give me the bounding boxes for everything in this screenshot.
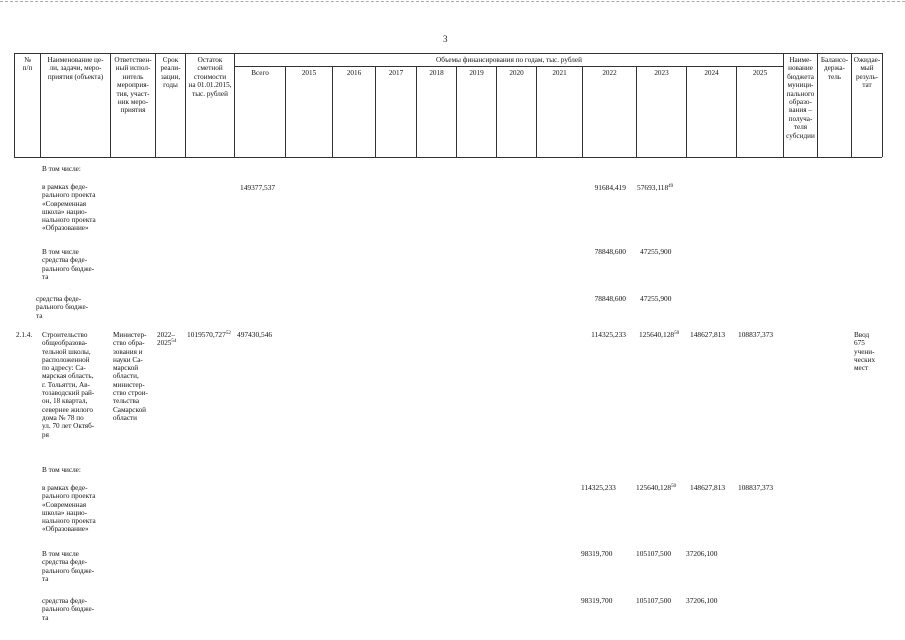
header-year: 2023: [654, 69, 669, 77]
total-value: 497430,546: [237, 330, 273, 339]
col-line: [582, 66, 583, 157]
col-line: [332, 66, 333, 157]
value-2022: 98319,700: [581, 549, 613, 558]
total-value: 149377,537: [240, 183, 276, 192]
row-label: В том числе:: [42, 466, 81, 474]
row-label: В том числе:: [42, 165, 81, 173]
col-line: [375, 66, 376, 157]
value-2022: 114325,233: [581, 483, 616, 492]
header-executor: Ответствен- ный испол- нитель мероприя- тия, участ- ник меро- приятия: [114, 56, 152, 115]
row-label: Строительство общеобразова- тельной школы, расположенной по адресу: Са- марская область, г. Тольятти, Ав- тозаводский рай- он, 18 квартал, севернее жилого дома № 78 по ул. 70 лет Октяб- ря: [42, 331, 95, 439]
header-top-border: [14, 53, 882, 54]
header-remainder: Остаток сметной стоимости на 01.01.2015, тыс. рублей: [188, 56, 232, 98]
value-2023: 125640,128$^{50}$: [639, 330, 680, 339]
header-year: 2015: [301, 69, 317, 77]
header-name: Наименование це- ли, задачи, меро- приятия (объекта): [47, 56, 104, 81]
header-year: 2022: [602, 69, 617, 77]
value-2024: 148627,813: [690, 483, 726, 492]
value-2023: 125640,128$^{50}$: [636, 483, 677, 492]
header-year: 2020: [509, 69, 524, 77]
col-line: [496, 66, 497, 157]
header-municipality: Наиме- нование бюджета муници- пального образо- вания – получа- теля субсидии: [786, 56, 815, 140]
value-2024: 37206,100: [686, 596, 718, 605]
header-total: Всего: [251, 69, 269, 77]
row-executor: Министер- ство обра- зования и науки Са- марской области, министер- ство строи- тельства Самарской области: [113, 331, 148, 422]
row-term: 2022– 2025$^{54}$: [157, 331, 177, 348]
value-2023: 47255,900: [640, 294, 672, 303]
value-2022: 114325,233: [591, 330, 626, 339]
row-number: 2.1.4.: [16, 331, 33, 339]
col-line: [736, 66, 737, 157]
col-line: [416, 66, 417, 157]
value-2024: 148627,813: [690, 330, 726, 339]
row-label: в рамках феде- рального проекта «Современная школа» нацио- нального проекта «Образование»: [42, 484, 96, 534]
header-num: № п/п: [22, 56, 33, 73]
col-line: [882, 53, 883, 157]
header-bottom-border: [14, 157, 882, 158]
row-label: средства феде- рального бюдже- та: [36, 295, 89, 320]
row-label: средства феде- рального бюдже- та: [42, 597, 95, 622]
header-holder: Балансо- держа- тель: [820, 56, 849, 81]
value-2024: 37206,100: [686, 549, 718, 558]
col-line: [636, 66, 637, 157]
header-year: 2016: [346, 69, 362, 77]
col-line: [536, 66, 537, 157]
value-2022: 91684,419: [594, 183, 626, 192]
row-label: В том числе средства феде- рального бюдже- та: [42, 248, 95, 281]
row-remainder: 1019570,727$^{52}$: [187, 330, 231, 339]
row-label: В том числе средства феде- рального бюдже- та: [42, 550, 95, 583]
header-year: 2021: [552, 69, 567, 77]
value-2023: 105107,500: [636, 549, 672, 558]
header-term: Срок реали- зации, годы: [160, 56, 181, 90]
value-2022: 78848,600: [594, 294, 626, 303]
value-2023: 47255,900: [640, 247, 672, 256]
header-year: 2024: [704, 69, 719, 77]
col-line: [456, 66, 457, 157]
col-line: [686, 66, 687, 157]
header-funding-title: Объемы финансирования по годам, тыс. рублей: [436, 56, 582, 64]
row-label: в рамках феде- рального проекта «Современная школа» нацио- нального проекта «Образование»: [42, 183, 96, 233]
value-2025: 108837,373: [738, 483, 774, 492]
value-2025: 108837,373: [738, 330, 774, 339]
header-year: 2017: [388, 69, 404, 77]
page-number: 3: [443, 34, 448, 44]
value-2022: 78848,600: [594, 247, 626, 256]
value-2023: 105107,500: [636, 596, 672, 605]
scan-edge: [0, 1, 905, 2]
row-result: Ввод 675 учени- ческих мест: [854, 331, 876, 373]
funding-subheader-line: [234, 66, 783, 67]
header-year: 2019: [469, 69, 484, 77]
value-2022: 98319,700: [581, 596, 613, 605]
header-year: 2025: [752, 69, 768, 77]
value-2023: 57693,118$^{49}$: [637, 183, 674, 192]
col-line: [285, 66, 286, 157]
header-year: 2018: [429, 69, 444, 77]
header-result: Ожидае- мый резуль- тат: [853, 56, 881, 90]
